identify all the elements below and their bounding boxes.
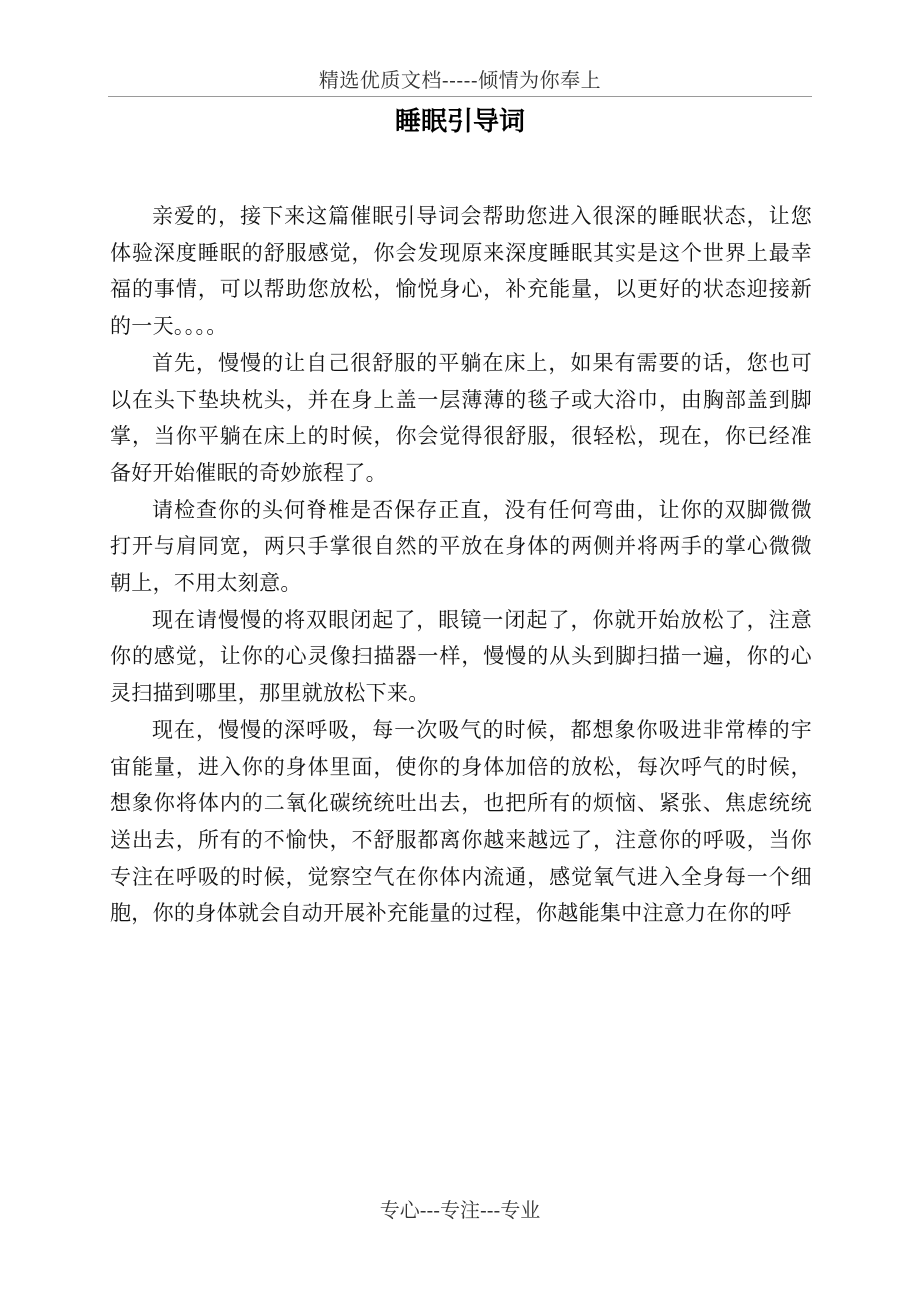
paragraph: 现在请慢慢的将双眼闭起了，眼镜一闭起了，你就开始放松了，注意你的感觉，让你的心灵像扫描器一样，慢慢的从头到脚扫描一遍，你的心灵扫描到哪里，那里就放松下来。 xyxy=(110,607,812,706)
header-divider xyxy=(108,96,812,97)
document-body xyxy=(110,198,812,932)
page-header: 精选优质文档-----倾情为你奉上 xyxy=(318,68,602,92)
paragraph: 亲爱的，接下来这篇催眠引导词会帮助您进入很深的睡眠状态，让您体验深度睡眠的舒服感觉，你会发现原来深度睡眠其实是这个世界上最幸福的事情，可以帮助您放松，愉悦身心，补充能量，以更好的状态迎接新的一天。。。。 xyxy=(110,204,812,339)
document-title: 睡眠引导词 xyxy=(394,107,525,137)
paragraph: 现在，慢慢的深呼吸，每一次吸气的时候，都想象你吸进非常棒的宇宙能量，进入你的身体里面，使你的身体加倍的放松，每次呼气的时候，想象你将体内的二氧化碳统统吐出去，也把所有的烦恼、紧张、焦虑统统送出去，所有的不愉快，不舒服都离你越来越远了，注意你的呼吸，当你专注在呼吸的时候，觉察空气在你体内流通，感觉氧气进入全身每一个细胞，你的身体就会自动开展补充能量的过程，你越能集中注意力在你的呼 xyxy=(110,717,812,926)
paragraph: 请检查你的头何脊椎是否保存正直，没有任何弯曲，让你的双脚微微打开与肩同宽，两只手掌很自然的平放在身体的两侧并将两手的掌心微微朝上，不用太刻意。 xyxy=(110,497,812,596)
page-footer: 专心---专注---专业 xyxy=(379,1198,541,1222)
paragraph: 首先，慢慢的让自己很舒服的平躺在床上，如果有需要的话，您也可以在头下垫块枕头，并在身上盖一层薄薄的毯子或大浴巾，由胸部盖到脚掌，当你平躺在床上的时候，你会觉得很舒服，很轻松，现在，你已经准备好开始催眠的奇妙旅程了。 xyxy=(110,350,812,485)
